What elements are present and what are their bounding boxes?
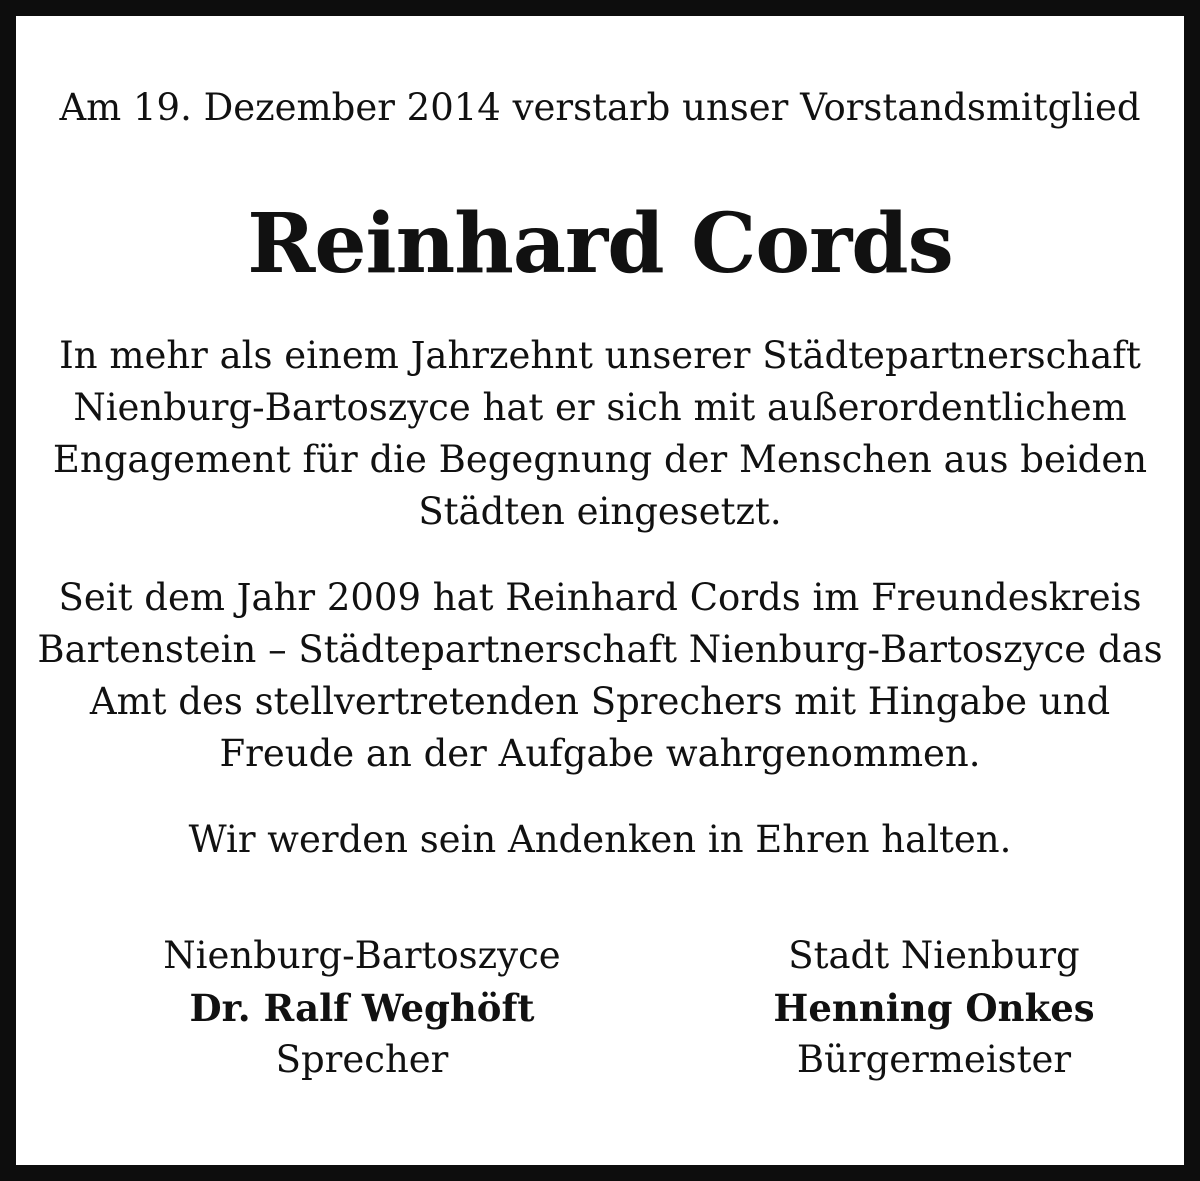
signature-block-right <box>684 930 1184 1086</box>
signature-block-left <box>112 930 612 1086</box>
paragraph-2-line-4: Freude an der Aufgabe wahrgenommen. <box>219 732 981 775</box>
paragraph-1-line-2: Nienburg-Bartoszyce hat er sich mit außerordentlichem <box>73 386 1127 429</box>
paragraph-1-line-3: Engagement für die Begegnung der Menschen aus beiden <box>52 438 1148 481</box>
paragraph-2-line-3: Amt des stellvertretenden Sprechers mit Hingabe und <box>89 680 1111 723</box>
signature-role: Bürgermeister <box>796 1038 1072 1081</box>
closing-line: Wir werden sein Andenken in Ehren halten. <box>188 818 1012 861</box>
paragraph-1-line-1: In mehr als einem Jahrzehnt unserer Städtepartnerschaft <box>59 334 1141 377</box>
signature-role: Sprecher <box>275 1038 449 1081</box>
signature-organization: Nienburg-Bartoszyce <box>163 934 561 977</box>
deceased-name: Reinhard Cords <box>247 196 953 292</box>
signature-person: Dr. Ralf Weghöft <box>189 986 535 1030</box>
paragraph-2-line-1: Seit dem Jahr 2009 hat Reinhard Cords im Freundeskreis <box>58 576 1142 619</box>
signature-organization: Stadt Nienburg <box>788 934 1080 977</box>
paragraph-2-line-2: Bartenstein – Städtepartnerschaft Nienburg-Bartoszyce das <box>37 628 1163 671</box>
signature-person: Henning Onkes <box>773 986 1095 1030</box>
intro-line: Am 19. Dezember 2014 verstarb unser Vorstandsmitglied <box>59 86 1141 129</box>
paragraph-1-line-4: Städten eingesetzt. <box>418 490 782 533</box>
